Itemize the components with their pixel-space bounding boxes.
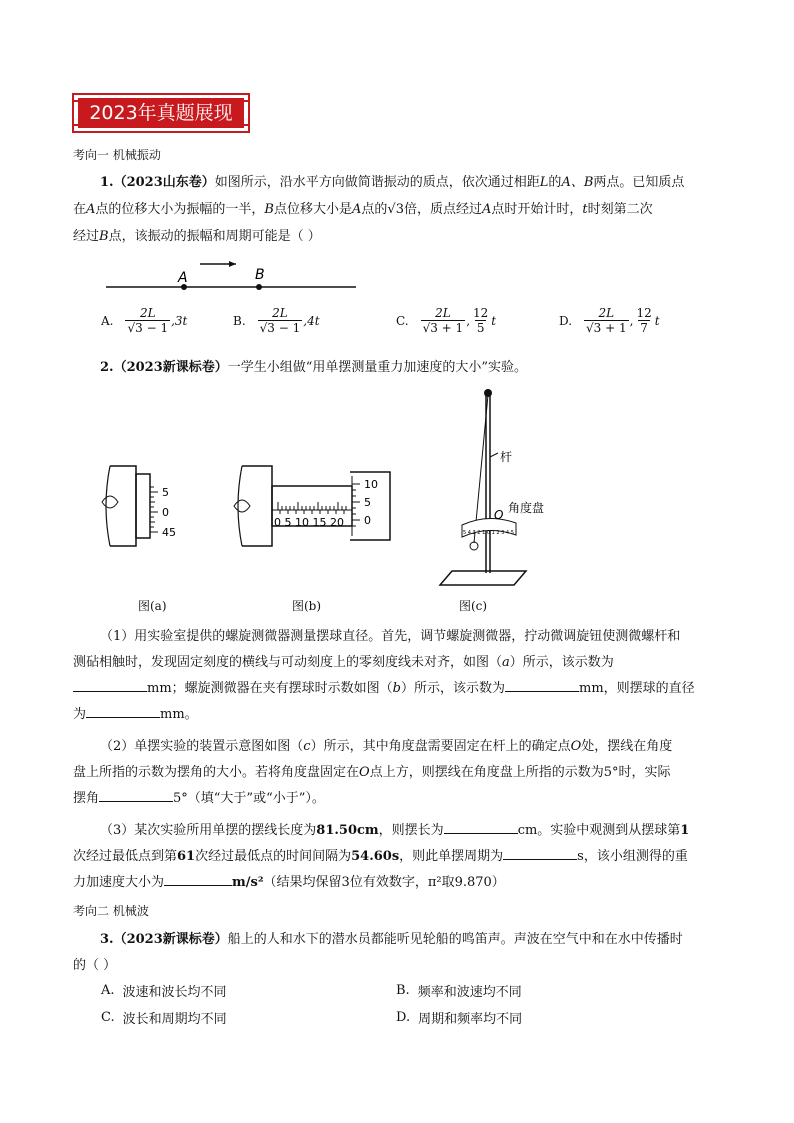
option-text: 波长和周期均不同 [122, 1012, 227, 1027]
q2-text: 盘上所指的示数为摆角的大小。若将角度盘固定在 [73, 765, 360, 780]
answer-blank[interactable] [444, 819, 518, 834]
q1-text: 两点。已知质点 [593, 175, 685, 190]
q2-text: （结果均保留3位有效数字，π²取9.870） [263, 875, 505, 890]
q1-option-a[interactable] [101, 306, 187, 336]
q2-source: （2023新课标卷） [113, 360, 228, 375]
q1-var: A、B [561, 175, 594, 190]
option-letter: D. [559, 314, 573, 328]
option-fraction [258, 306, 303, 336]
option-text: 频率和波速均不同 [417, 985, 522, 1000]
q2-part-1 [73, 624, 728, 649]
option-letter: C. [101, 1010, 115, 1025]
option-letter: A. [101, 314, 114, 328]
q2-text: mm；螺旋测微器在夹有摆球时示数如图（ [147, 681, 393, 696]
q2-text: 为 [73, 707, 87, 722]
option-period: ,3t [171, 314, 188, 328]
option-text: 波速和波长均不同 [122, 985, 227, 1000]
frac-num: 2L [435, 306, 451, 320]
question-3 [73, 927, 728, 952]
option-letter: D. [396, 1010, 411, 1025]
frac-den: 5 [476, 321, 485, 335]
q2-text: （1）用实验室提供的螺旋测微器测量摆球直径。首先，调节螺旋测微器，拧动微调旋钮使测微螺杆和 [100, 629, 681, 644]
option-letter: C. [396, 314, 409, 328]
q1-var: A [481, 202, 492, 217]
figure-c-caption: 图(c) [459, 599, 488, 613]
q1-text: 点的 [361, 202, 388, 217]
banner-title: 2023年真题展现 [89, 102, 233, 124]
q1-text: 在 [73, 202, 87, 217]
answer-blank[interactable] [164, 871, 232, 886]
q1-var: L [539, 175, 549, 190]
q3-option-c[interactable] [101, 1008, 227, 1027]
q1-var: B [264, 202, 274, 217]
frac-num: 12 [636, 306, 652, 320]
q2-text: 处，摆线在角度 [581, 739, 673, 754]
label-dial: 角度盘 [508, 501, 545, 515]
q2-text: 5°（填“大于”或“小于”）。 [173, 791, 325, 806]
q1-option-b[interactable] [233, 306, 320, 336]
q2-text: 一学生小组做“用单摆测量重力加速度的大小”实验。 [227, 360, 528, 375]
main-scale-labels: 0 5 10 15 20 [274, 516, 344, 529]
frac-num: 12 [473, 306, 489, 320]
answer-blank[interactable] [505, 677, 579, 692]
question-3-line2 [73, 953, 728, 978]
arrow-head [229, 261, 236, 267]
q1-var: A [352, 202, 362, 217]
q3-source: （2023新课标卷） [113, 932, 228, 947]
q2-var: O [570, 739, 582, 754]
q1-var: B [99, 229, 109, 244]
tick-label: 0 [364, 514, 371, 527]
option-fraction [584, 306, 629, 336]
q2-part-3 [73, 818, 728, 843]
q2-text: ）所示，该示数为 [400, 681, 505, 696]
q2-part-3-line3 [73, 870, 728, 895]
q2-part-1-line2 [73, 650, 728, 675]
q1-text: 点时开始计时， [491, 202, 583, 217]
q1-var: A [86, 202, 96, 217]
option-letter: B. [396, 983, 410, 998]
option-letter: A. [101, 983, 115, 998]
q2-text: mm，则摆球的直径 [579, 681, 695, 696]
q1-text: 时刻第二次 [587, 202, 653, 217]
q1-option-c[interactable]: C. $\frac{2L}{√3 + 1}$ , $\frac{12}{5}$ t [396, 306, 497, 335]
frac-den: √3 + 1 [586, 321, 627, 335]
frac-den: √3 − 1 [259, 321, 301, 335]
q2-text: 点上方，则摆线在角度盘上所指的示数为5°时，实际 [369, 765, 671, 780]
label-a: A [178, 270, 188, 286]
option-period: ,4t [303, 314, 320, 328]
section-banner [72, 93, 250, 133]
question-1-line3 [73, 224, 728, 249]
q3-text: 的（ ） [73, 958, 117, 973]
option-period: t [654, 314, 660, 328]
period-fraction [634, 306, 653, 336]
q1-source: （2023山东卷） [113, 175, 215, 190]
q3-option-a[interactable] [101, 981, 227, 1000]
figure-b-micrometer [232, 462, 402, 552]
q2-number: 2. [100, 360, 114, 375]
option-fraction [125, 306, 170, 336]
q2-var: a [502, 655, 510, 670]
base [440, 571, 526, 585]
frac-den: √3 − 1 [127, 321, 169, 335]
label-b: B [255, 267, 265, 283]
q2-text: mm。 [160, 707, 198, 722]
section-label-2: 考向二 机械波 [73, 904, 149, 918]
tick-label: 5 [162, 486, 169, 499]
q2-text: 摆角 [73, 791, 100, 806]
q1-text: 倍，质点经过 [403, 202, 482, 217]
q1-number: 1. [100, 175, 114, 190]
q1-option-d[interactable]: D. $\frac{2L}{√3 + 1}$ , $\frac{12}{7}$ t [559, 306, 660, 335]
q2-text: 次经过最低点的时间间隔为 [195, 849, 352, 864]
q1-var: t [582, 202, 588, 217]
frac-den: √3 + 1 [422, 321, 464, 335]
tick-label: 10 [364, 478, 378, 491]
q2-var: c [303, 739, 311, 754]
option-fraction [421, 306, 466, 336]
answer-blank[interactable] [503, 845, 577, 860]
figure-a-micrometer [100, 462, 190, 552]
dial-marks: 5 4 3 2 1 0 1 2 3 4 5 [463, 530, 514, 536]
q2-text: （2）单摆实验的装置示意图如图（ [100, 739, 304, 754]
question-1 [73, 170, 728, 195]
q1-text: 经过 [73, 229, 100, 244]
option-period: t [491, 314, 497, 328]
point-b [256, 284, 262, 290]
period-fraction [471, 306, 490, 336]
answer-blank[interactable] [73, 677, 147, 692]
tick-label: 45 [162, 526, 176, 539]
q3-option-b[interactable] [396, 981, 522, 1000]
q2-text: cm。实验中观测到从摆球第 [517, 823, 681, 838]
label-rod: 杆 [500, 450, 513, 464]
pendulum-bob [470, 542, 478, 550]
section-label-1: 考向一 机械振动 [73, 148, 161, 162]
q2-text: 测砧相触时，发现固定刻度的横线与可动刻度上的零刻度线未对齐，如图（ [73, 655, 503, 670]
q1-text: 点，该振动的振幅和周期可能是（ ） [108, 229, 321, 244]
q2-value: 1 [680, 823, 690, 838]
answer-blank[interactable] [86, 703, 160, 718]
figure-a-caption: 图(a) [138, 599, 167, 613]
q2-var: b [392, 681, 401, 696]
q2-part-3-line2 [73, 844, 728, 869]
q2-part-2-line2 [73, 760, 728, 785]
q1-text: 点的位移大小为振幅的一半， [95, 202, 265, 217]
option-text: 周期和频率均不同 [418, 1012, 523, 1027]
q2-part-1-line3 [73, 676, 728, 701]
q2-value: 54.60s [351, 849, 400, 864]
q3-option-d[interactable] [396, 1008, 522, 1027]
tick-label: 5 [364, 496, 371, 509]
q1-text: 点位移大小是 [273, 202, 352, 217]
q2-text: 次经过最低点到第 [73, 849, 178, 864]
question-2 [73, 355, 728, 380]
q1-figure [100, 255, 360, 295]
q2-text: ，则此单摆周期为 [399, 849, 504, 864]
q3-text: 船上的人和水下的潜水员都能听见轮船的鸣笛声。声波在空气中和在水中传播时 [227, 932, 683, 947]
q1-sqrt: √3 [387, 202, 404, 217]
q2-text: s，该小组测得的重 [577, 849, 688, 864]
frac-num: 2L [272, 306, 288, 320]
q2-part-2 [73, 734, 728, 759]
q2-text: ，则摆长为 [378, 823, 444, 838]
answer-blank[interactable] [99, 787, 173, 802]
frac-num: 2L [139, 306, 156, 320]
q1-text: 如图所示，沿水平方向做简谐振动的质点，依次通过相距 [214, 175, 540, 190]
frac-den: 7 [640, 321, 648, 335]
q2-part-2-line3 [73, 786, 728, 811]
q2-part-1-line4 [73, 702, 728, 727]
q1-text: 的 [548, 175, 562, 190]
q2-unit: m/s² [232, 875, 264, 890]
label-o: O [494, 508, 504, 522]
q2-text: ）所示，该示数为 [509, 655, 614, 670]
q2-value: 61 [177, 849, 196, 864]
q3-number: 3. [100, 932, 114, 947]
q2-text: （3）某次实验所用单摆的摆线长度为 [100, 823, 317, 838]
q2-text: ）所示，其中角度盘需要固定在杆上的确定点 [310, 739, 571, 754]
figure-b-caption: 图(b) [292, 599, 322, 613]
q2-var: O [359, 765, 370, 780]
figure-c-pendulum [430, 385, 570, 590]
frac-num: 2L [598, 306, 615, 320]
q2-value: 81.50cm [316, 823, 379, 838]
tick-label: 0 [162, 506, 169, 519]
option-letter: B. [233, 314, 246, 328]
question-1-line2 [73, 197, 728, 222]
q2-text: 力加速度大小为 [73, 875, 165, 890]
